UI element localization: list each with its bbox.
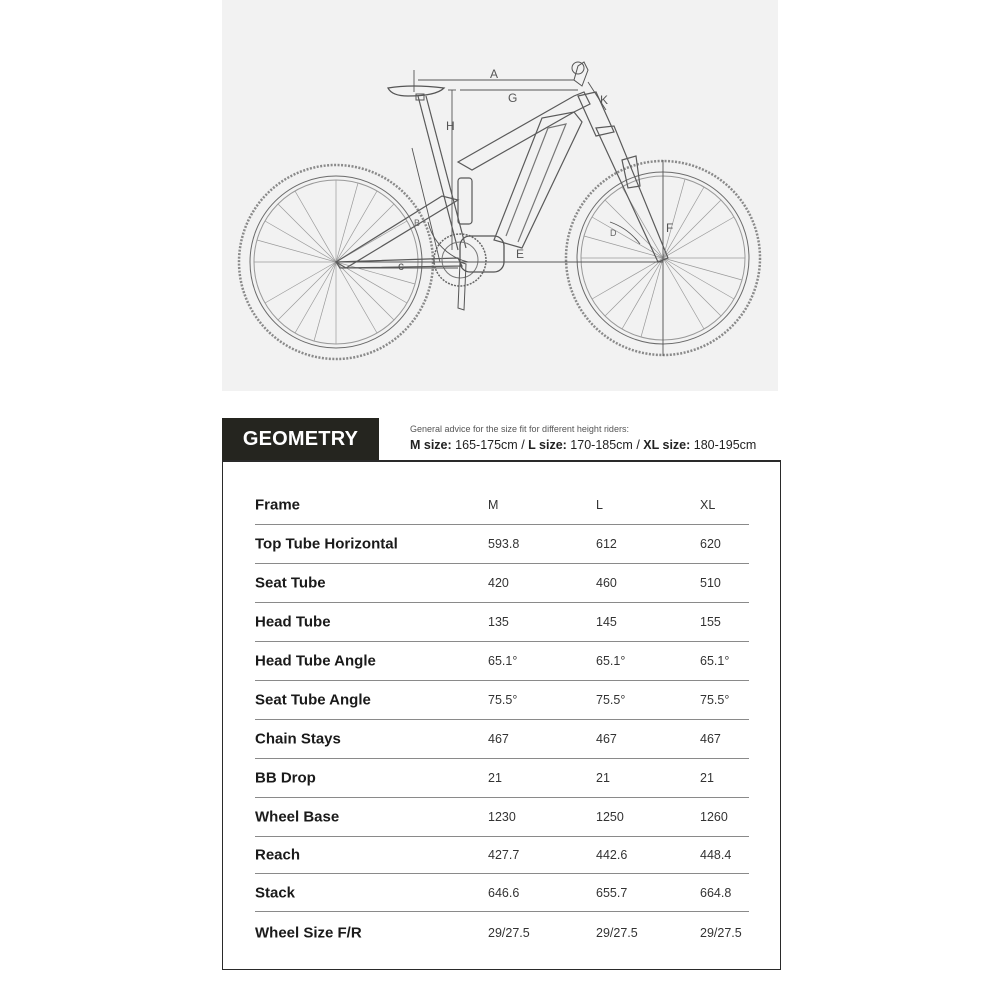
top-tube <box>458 92 590 170</box>
row-label: Top Tube Horizontal <box>255 535 398 553</box>
table-row <box>255 912 749 954</box>
value-l: 442.6 <box>596 848 628 862</box>
value-l: 145 <box>596 615 617 629</box>
value-xl: 620 <box>700 537 721 551</box>
value-l: 1250 <box>596 810 624 824</box>
label-f: F <box>666 221 674 235</box>
bike-illustration <box>222 0 778 391</box>
size-separator: / <box>517 438 529 452</box>
value-l: 29/27.5 <box>596 926 638 940</box>
row-label: Seat Tube Angle <box>255 691 371 709</box>
value-xl: 155 <box>700 615 721 629</box>
label-c: c <box>398 259 404 273</box>
value-m: 1230 <box>488 810 516 824</box>
rear-shock <box>458 178 472 224</box>
table-row <box>255 603 749 642</box>
label-d: D <box>610 228 617 238</box>
value-xl: 448.4 <box>700 848 732 862</box>
l-size-range: 170-185cm <box>570 438 633 452</box>
l-size-label: L size: <box>528 438 567 452</box>
xl-size-label: XL size: <box>643 438 691 452</box>
size-advice-text: General advice for the size fit for different height riders: <box>410 424 629 434</box>
value-m: 135 <box>488 615 509 629</box>
value-m: 593.8 <box>488 537 520 551</box>
label-g: G <box>508 91 518 105</box>
label-k: K <box>600 93 609 107</box>
value-l: 75.5° <box>596 693 626 707</box>
value-xl: 21 <box>700 771 714 785</box>
value-l: 65.1° <box>596 654 626 668</box>
value-m: 65.1° <box>488 654 518 668</box>
value-m: 467 <box>488 732 509 746</box>
header-xl: XL <box>700 498 716 512</box>
value-xl: 29/27.5 <box>700 926 742 940</box>
table-row <box>255 525 749 564</box>
table-row <box>255 759 749 798</box>
value-xl: 467 <box>700 732 721 746</box>
value-l: 612 <box>596 537 617 551</box>
size-separator: / <box>632 438 644 452</box>
dimension-lines <box>340 70 663 356</box>
value-m: 29/27.5 <box>488 926 530 940</box>
handlebar <box>572 62 584 74</box>
table-row <box>255 681 749 720</box>
label-h: H <box>446 119 455 133</box>
value-l: 655.7 <box>596 885 628 900</box>
row-label: Stack <box>255 884 296 901</box>
fork <box>596 126 668 262</box>
label-b: B <box>414 218 421 228</box>
row-label: Chain Stays <box>255 730 341 748</box>
value-xl: 65.1° <box>700 654 730 668</box>
header-frame: Frame <box>255 496 301 514</box>
row-label: Reach <box>255 846 301 864</box>
value-l: 460 <box>596 576 617 590</box>
header-m: M <box>488 498 499 512</box>
row-label: BB Drop <box>255 769 316 787</box>
label-a: A <box>490 67 499 81</box>
header-l: L <box>596 498 603 512</box>
row-label: Head Tube Angle <box>255 652 376 670</box>
table-header-row <box>255 486 749 525</box>
table-row <box>255 874 749 912</box>
label-e: E <box>516 247 525 261</box>
value-m: 420 <box>488 576 509 590</box>
row-label: Wheel Size F/R <box>255 924 362 942</box>
size-ranges <box>410 438 756 452</box>
value-l: 21 <box>596 771 610 785</box>
value-m: 427.7 <box>488 848 520 862</box>
m-size-range: 165-175cm <box>455 438 518 452</box>
row-label: Seat Tube <box>255 574 326 592</box>
value-xl: 75.5° <box>700 693 730 707</box>
m-size-label: M size: <box>410 438 452 452</box>
geometry-table <box>222 460 781 970</box>
value-m: 21 <box>488 771 502 785</box>
value-xl: 1260 <box>700 810 728 824</box>
xl-size-range: 180-195cm <box>693 438 757 452</box>
value-m: 646.6 <box>488 885 520 900</box>
row-label: Head Tube <box>255 613 331 631</box>
table-row <box>255 564 749 603</box>
table-row <box>255 720 749 759</box>
table-row <box>255 798 749 837</box>
table-row <box>255 837 749 874</box>
value-m: 75.5° <box>488 693 518 707</box>
value-xl: 510 <box>700 576 721 590</box>
value-xl: 664.8 <box>700 885 732 900</box>
row-label: Wheel Base <box>255 808 340 826</box>
table-row <box>255 642 749 681</box>
geometry-title: GEOMETRY <box>222 418 379 460</box>
value-l: 467 <box>596 732 617 746</box>
bike-geometry-diagram <box>222 0 778 391</box>
